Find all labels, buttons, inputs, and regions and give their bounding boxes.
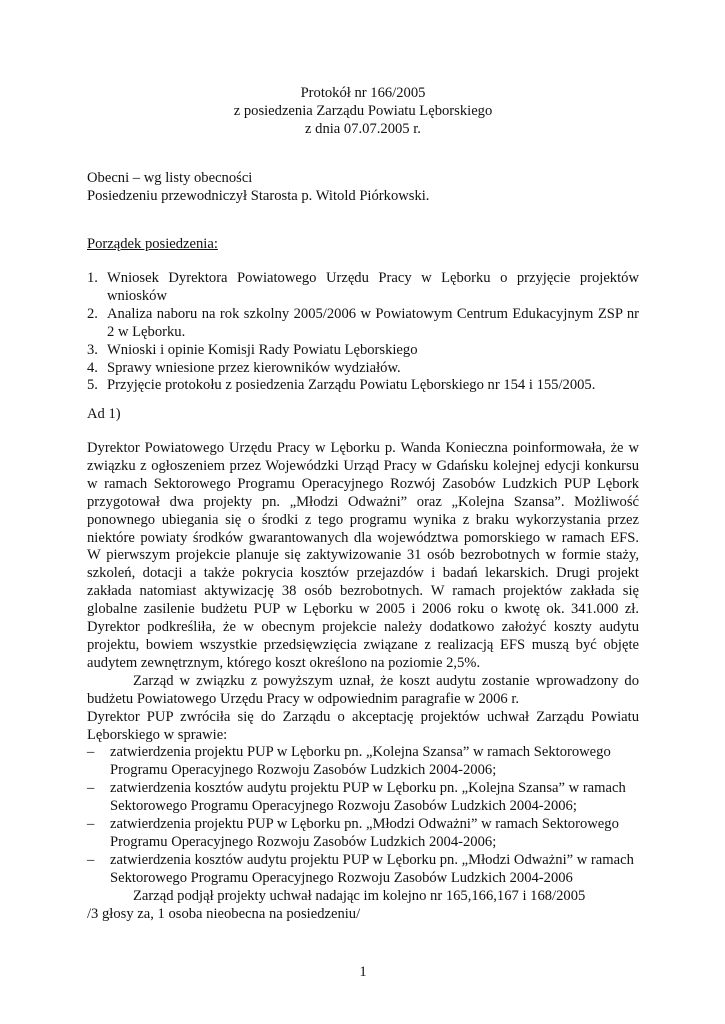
resolution-item	[87, 744, 639, 780]
meeting-name: z posiedzenia Zarządu Powiatu Lęborskiego	[233, 102, 493, 119]
agenda-item-text: Sprawy wniesione przez kierowników wydziałów.	[107, 359, 401, 376]
bullet-dash: –	[87, 851, 95, 868]
paragraph-board-decision: Zarząd w związku z powyższym uznał, że koszt audytu zostanie wprowadzony do budżetu Powiatowego Urzędu Pracy w odpowiednim paragrafie w 2006 r.	[87, 672, 639, 707]
attendance-present: Obecni – wg listy obecności	[87, 170, 253, 186]
agenda-item-text: Wnioski i opinie Komisji Rady Powiatu Lęborskiego	[107, 341, 418, 358]
resolution-item	[87, 816, 639, 852]
page-number: 1	[359, 964, 367, 980]
paragraph-report: Dyrektor Powiatowego Urzędu Pracy w Lęborku p. Wanda Konieczna poinformowała, że w związku z ogłoszeniem przez Wojewódzki Urząd Pracy w Gdańsku kolejnej edycji konkursu w ramach Sektorowego Programu Operacyjnego Rozwój Zasobów Ludzkich PUP Lębork przygotował dwa projekty pn. „Młodzi Odważni” oraz „Kolejna Szansa”. Możliwość ponownego ubiegania się o środki z tego programu wynika z braku wykorzystania przez niektóre powiaty środków gwarantowanych dla województwa pomorskiego w ramach EFS. W pierwszym projekcie planuje się zaktywizowanie 31 osób bezrobotnych w formie staży, szkoleń, dotacji a także pokrycia kosztów przejazdów i badań lekarskich. Drugi projekt zakłada natomiast aktywizację 38 osób bezrobotnych. W ramach projektów zakłada się globalne zasilenie budżetu PUP w Lęborku w 2005 i 2006 roku o kwotę ok. 341.000 zł. Dyrektor podkreśliła, że w obecnym projekcie należy dodatkowo założyć koszty audytu projektu, bowiem wszystkie przedsięwzięcia związane z realizacją EFS muszą być objęte audytem zewnętrznym, którego koszt określono na poziomie 2,5%.	[87, 440, 639, 671]
document-header	[87, 85, 639, 139]
bullet-dash: –	[87, 780, 95, 797]
bullet-dash: –	[87, 744, 95, 761]
meeting-date: z dnia 07.07.2005 r.	[305, 120, 421, 137]
agenda-item-number: 1.	[87, 270, 98, 286]
section-body	[87, 440, 639, 923]
resolution-list	[87, 744, 639, 887]
resolution-item	[87, 852, 639, 888]
attendance-chair: Posiedzeniu przewodniczył Starosta p. Witold Piórkowski.	[87, 187, 430, 204]
resolution-item-text: zatwierdzenia kosztów audytu projektu PUP w Lęborku pn. „Młodzi Odważni” w ramach Sektorowego Programu Operacyjnego Rozwoju Zasobów Ludzkich 2004-2006	[110, 851, 634, 886]
resolution-item-text: zatwierdzenia projektu PUP w Lęborku pn. „Kolejna Szansa” w ramach Sektorowego Programu Operacyjnego Rozwoju Zasobów Ludzkich 2004-2006;	[110, 744, 611, 779]
protocol-title: Protokół nr 166/2005	[300, 85, 426, 101]
agenda-title: Porządek posiedzenia:	[87, 236, 218, 252]
paragraph-request: Dyrektor PUP zwróciła się do Zarządu o akceptację projektów uchwał Zarządu Powiatu Lęborskiego w sprawie:	[87, 708, 639, 743]
agenda-item-number: 2.	[87, 305, 98, 322]
paragraph-resolutions-adopted: Zarząd podjął projekty uchwał nadając im kolejno nr 165,166,167 i 168/2005	[133, 887, 586, 904]
paragraph-vote: /3 głosy za, 1 osoba nieobecna na posiedzeniu/	[87, 905, 361, 922]
agenda-item	[87, 377, 639, 395]
agenda-item-text: Wniosek Dyrektora Powiatowego Urzędu Pracy w Lęborku o przyjęcie projektów wniosków	[107, 270, 639, 304]
agenda-item	[87, 270, 639, 306]
resolution-item	[87, 780, 639, 816]
agenda-item-number: 5.	[87, 377, 98, 394]
agenda-item-number: 3.	[87, 341, 98, 358]
section-heading: Ad 1)	[87, 406, 121, 422]
attendance-block	[87, 170, 639, 206]
agenda-item-text: Analiza naboru na rok szkolny 2005/2006 w Powiatowym Centrum Edukacyjnym ZSP nr 2 w Lęborku.	[107, 305, 639, 340]
agenda-item-number: 4.	[87, 359, 98, 376]
agenda-list	[87, 270, 639, 395]
agenda-item-text: Przyjęcie protokołu z posiedzenia Zarządu Powiatu Lęborskiego nr 154 i 155/2005.	[107, 377, 596, 394]
agenda-item	[87, 306, 639, 342]
bullet-dash: –	[87, 816, 95, 833]
resolution-item-text: zatwierdzenia kosztów audytu projektu PUP w Lęborku pn. „Kolejna Szansa” w ramach Sektorowego Programu Operacyjnego Rozwoju Zasobów Ludzkich 2004-2006;	[110, 780, 626, 815]
agenda-item	[87, 342, 639, 360]
agenda-item	[87, 360, 639, 378]
resolution-item-text: zatwierdzenia projektu PUP w Lęborku pn. „Młodzi Odważni” w ramach Sektorowego Programu Operacyjnego Rozwoju Zasobów Ludzkich 2004-2006;	[110, 816, 619, 850]
